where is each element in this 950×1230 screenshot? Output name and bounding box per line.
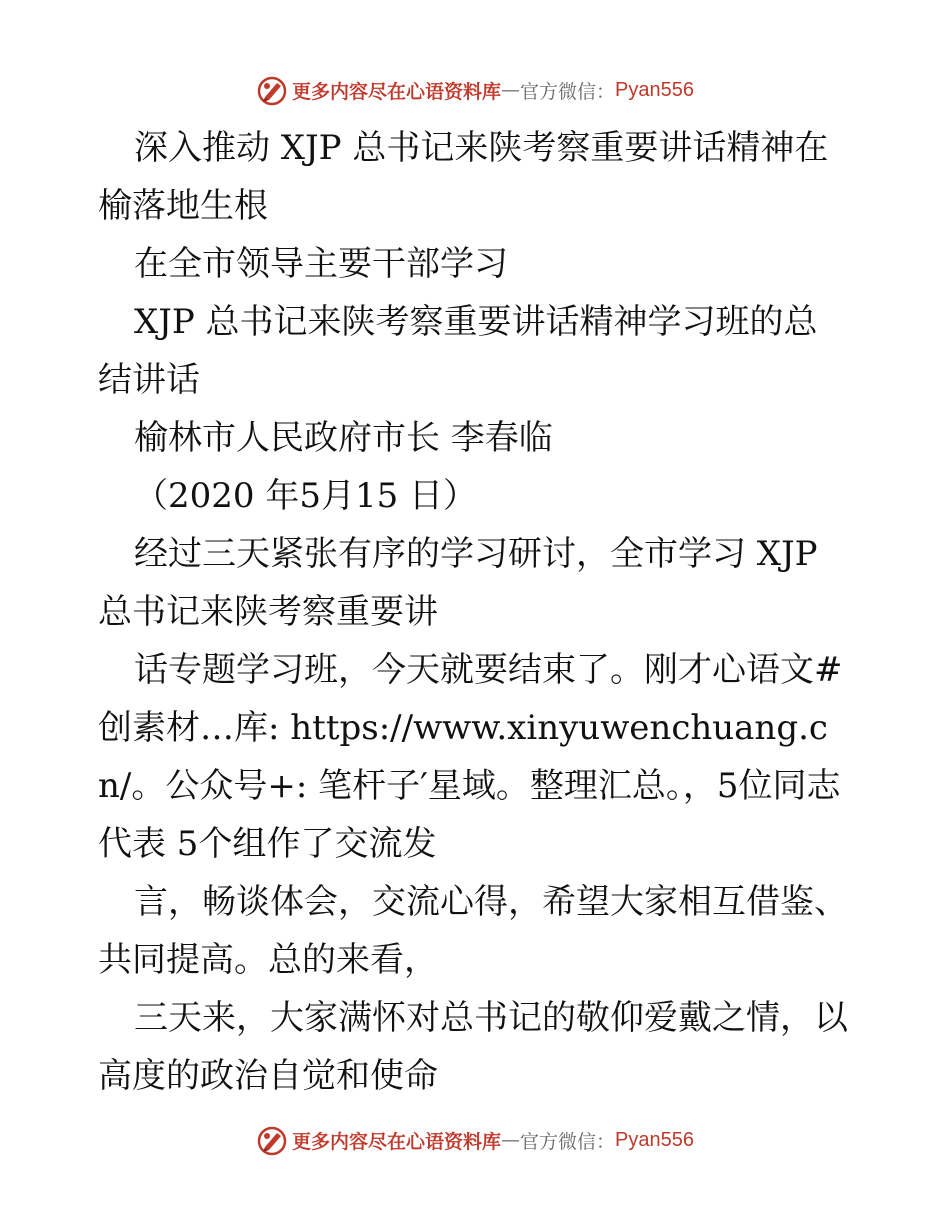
watermark-site-text: 更多内容尽在心语资料库: [292, 1130, 502, 1153]
watermark-wechat-label: 官方微信：: [520, 80, 616, 103]
watermark-banner-top: [0, 70, 950, 110]
document-body: [98, 119, 850, 1105]
document-title: 深入推动 XJP 总书记来陕考察重要讲话精神在榆落地生根: [98, 128, 829, 226]
document-subtitle-line-2: XJP 总书记来陕考察重要讲话精神学习班的总结讲话: [98, 302, 818, 400]
document-subtitle-line-1: 在全市领导主要干部学习: [134, 244, 508, 284]
watermark-wechat-id: Pyan556: [615, 78, 694, 101]
watermark-separator: —: [501, 1129, 521, 1151]
watermark-wechat-label: 官方微信：: [520, 1130, 616, 1153]
body-paragraph: 三天来，大家满怀对总书记的敬仰爱戴之情，以高度的政治自觉和使命: [98, 998, 848, 1096]
watermark-site-text: 更多内容尽在心语资料库: [292, 80, 502, 103]
body-paragraph: 经过三天紧张有序的学习研讨，全市学习 XJP 总书记来陕考察重要讲: [98, 534, 818, 632]
watermark-banner-bottom: [0, 1120, 950, 1160]
body-paragraph: 言，畅谈体会，交流心得，希望大家相互借鉴、共同提高。总的来看，: [98, 882, 848, 980]
watermark-separator: —: [501, 79, 521, 101]
body-paragraph: 话专题学习班，今天就要结束了。刚才心语文#创素材…库: https://www.xinyuwenchuang.cn/。公众号+: 笔杆子′星域。整理汇总。，5位同志代表 5个组作了交流发: [98, 650, 843, 864]
document-date: （2020 年5月15 日）: [134, 476, 478, 516]
watermark-wechat-id: Pyan556: [615, 1128, 694, 1151]
document-author: 榆林市人民政府市长 李春临: [134, 418, 553, 458]
pen-logo-icon: [256, 1124, 288, 1156]
pen-logo-icon: [256, 74, 288, 106]
